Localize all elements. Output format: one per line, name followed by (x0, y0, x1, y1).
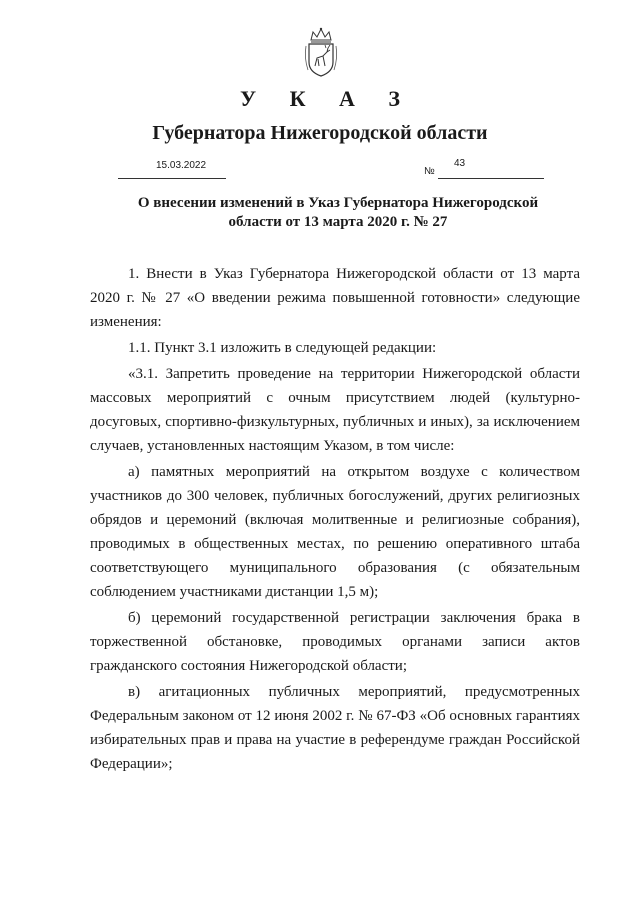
document-heading (118, 194, 558, 232)
paragraph: а) памятных мероприятий на открытом воздухе с количеством участников до 300 человек, публичных богослужений, других религиозных обрядов и церемоний (включая молитвенные и религиозные собрания), проводимых в общественных местах, по решению оперативного штаба соответствующего муниципального образования (с обязательным соблюдением участниками дистанции 1,5 м); (90, 464, 580, 600)
paragraph: в) агитационных публичных мероприятий, предусмотренных Федеральным законом от 12 июня 2002 г. № 67-ФЗ «Об основных гарантиях избирательных прав и права на участие в референдуме граждан Российской Федерации»; (90, 684, 580, 772)
paragraph: «3.1. Запретить проведение на территории Нижегородской области массовых мероприятий с очным присутствием людей (культурно-досуговых, спортивно-физкультурных, публичных и иных), за исключением случаев, установленных настоящим Указом, в том числе: (90, 366, 580, 454)
decree-date: 15.03.2022 (156, 160, 207, 171)
decree-number-label: № (424, 166, 435, 177)
coat-of-arms-emblem (303, 26, 339, 78)
paragraph: б) церемоний государственной регистрации заключения брака в торжественной обстановке, проводимых органами записи актов гражданского состояния Нижегородской области; (90, 610, 580, 674)
paragraph: 1.1. Пункт 3.1 изложить в следующей редакции: (128, 340, 437, 356)
document-heading-line: О внесении изменений в Указ Губернатора Нижегородской (137, 195, 539, 211)
document-body (90, 262, 580, 776)
paragraph: 1. Внести в Указ Губернатора Нижегородской области от 13 марта 2020 г. № 27 «О введении режима повышенной готовности» следующие изменения: (90, 266, 580, 330)
decree-issuer: Губернатора Нижегородской области (152, 122, 488, 144)
decree-title: У К А З (239, 86, 415, 111)
decree-number-field (438, 158, 544, 179)
decree-date-field (118, 158, 226, 179)
document-heading-line: области от 13 марта 2020 г. № 27 (228, 214, 448, 230)
decree-number: 43 (454, 158, 466, 169)
